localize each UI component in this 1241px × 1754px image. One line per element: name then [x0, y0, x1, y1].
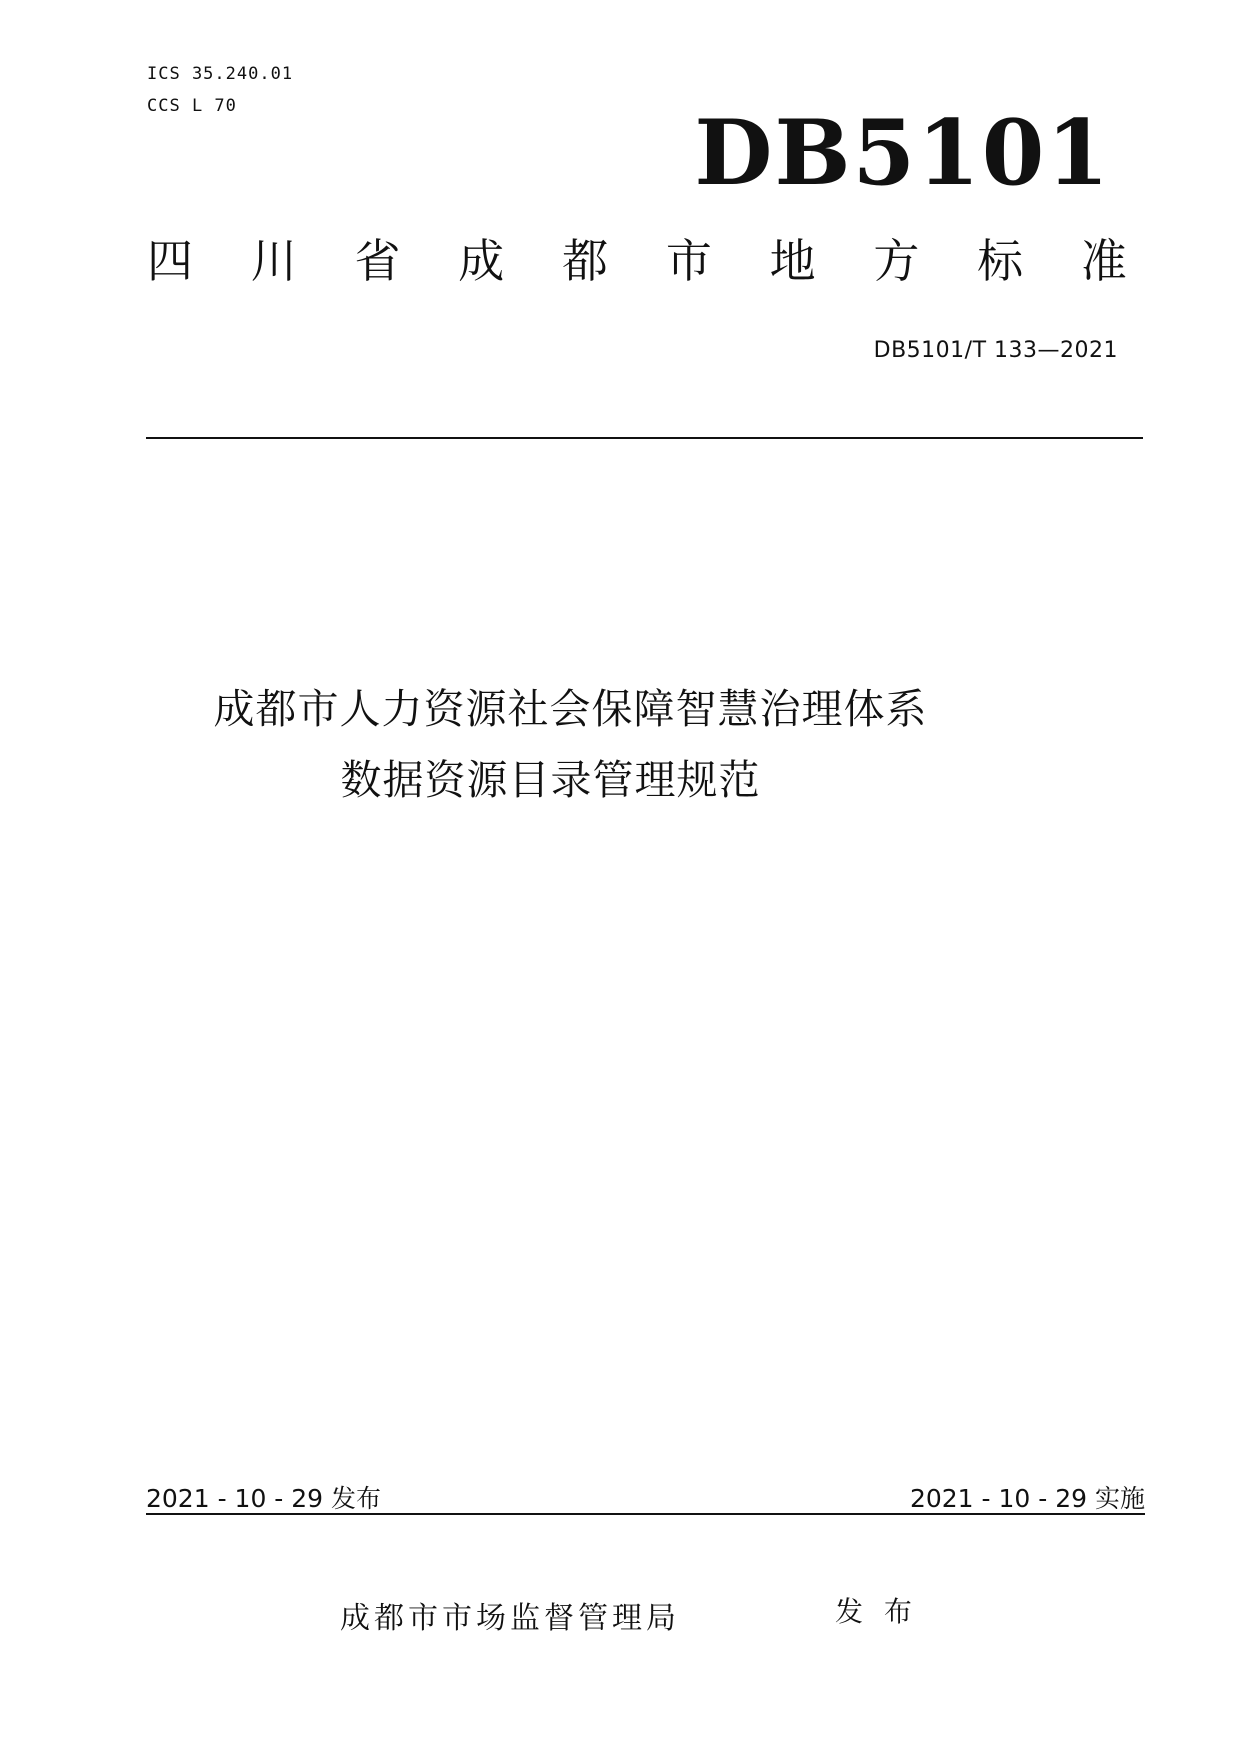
top-divider: [146, 437, 1143, 439]
standard-type-char: 省: [354, 234, 401, 288]
issuing-authority: 成都市市场监督管理局: [340, 1601, 680, 1636]
document-title-line-1: 成都市人力资源社会保障智慧治理体系: [213, 685, 928, 733]
standard-type-char: 准: [1080, 234, 1127, 288]
standard-type-char: 四: [147, 234, 193, 288]
implementation-date: 2021 - 10 - 29 实施: [909, 1484, 1145, 1513]
ccs-code: CCS L 70: [147, 96, 237, 116]
bottom-divider: [146, 1513, 1145, 1515]
standard-number: DB5101/T 133—2021: [873, 338, 1118, 363]
standard-type-char: 川: [250, 234, 297, 288]
issue-label: 发 布: [835, 1595, 918, 1628]
standard-type-char: 方: [873, 234, 920, 288]
standard-type-char: 成: [458, 234, 505, 288]
document-title-line-2: 数据资源目录管理规范: [340, 756, 761, 804]
standard-type-char: 地: [769, 234, 816, 288]
issue-date: 2021 - 10 - 29 发布: [146, 1484, 382, 1513]
standard-type-char: 市: [665, 234, 712, 288]
db-standard-mark: DB5101: [694, 100, 1111, 206]
ics-code: ICS 35.240.01: [147, 64, 294, 84]
standard-type-char: 标: [977, 234, 1024, 288]
standard-type-heading: [147, 234, 1127, 288]
standard-type-char: 都: [562, 234, 609, 288]
